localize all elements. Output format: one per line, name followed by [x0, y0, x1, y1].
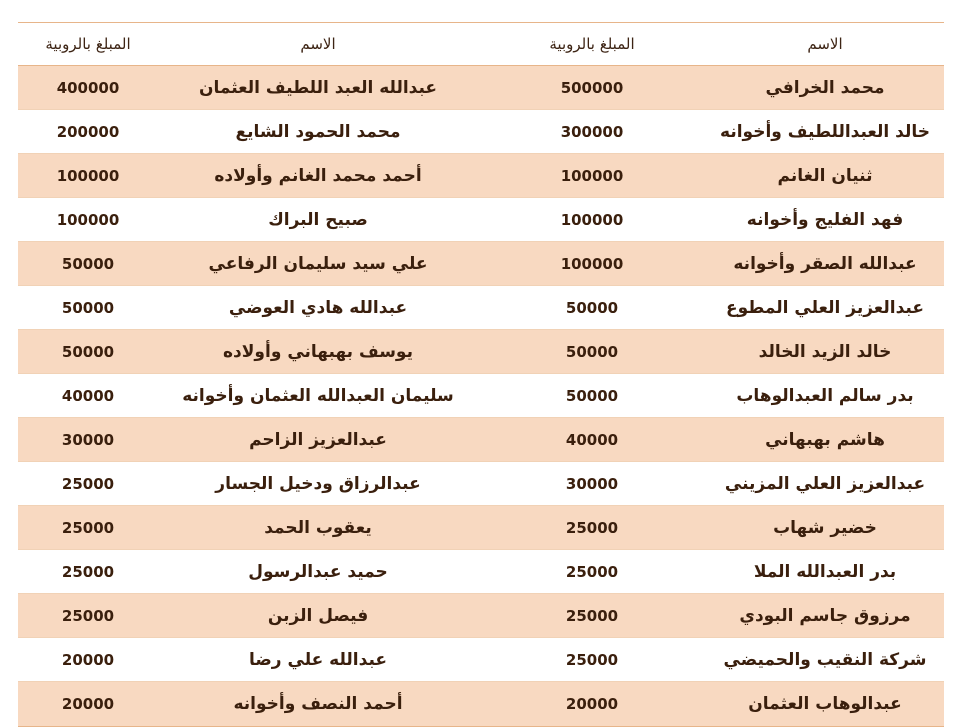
table-row [18, 506, 944, 550]
donor-amount-cell: 100000 [560, 254, 624, 273]
donor-amount-cell: 25000 [61, 562, 115, 581]
donor-amount-cell: 400000 [56, 78, 120, 97]
donor-name-cell: أحمد محمد الغانم وأولاده [214, 165, 422, 186]
header-amount-1: المبلغ بالروبية [549, 35, 635, 53]
donor-name-cell: عبدالله الصقر وأخوانه [733, 253, 917, 274]
donor-name-cell: حميد عبدالرسول [248, 561, 388, 582]
table-row [18, 638, 944, 682]
donor-amount-cell: 40000 [61, 386, 115, 405]
donor-amount-cell: 50000 [61, 254, 115, 273]
donor-amount-cell: 25000 [565, 562, 619, 581]
table-row [18, 242, 944, 286]
donor-name-cell: محمد الحمود الشايع [235, 121, 401, 142]
donor-name-cell: عبدالله علي رضا [248, 649, 388, 670]
donor-amount-cell: 25000 [565, 606, 619, 625]
donor-name-cell: يعقوب الحمد [264, 517, 372, 538]
header-name-2: الاسم [300, 35, 336, 53]
table-row [18, 418, 944, 462]
donor-name-cell: أحمد النصف وأخوانه [233, 694, 403, 714]
donor-name-cell: خالد الزيد الخالد [758, 341, 892, 362]
table-row [18, 110, 944, 154]
donor-amount-cell: 20000 [565, 695, 619, 713]
donor-name-cell: فيصل الزبن [267, 605, 369, 626]
donor-amount-cell: 100000 [56, 166, 120, 185]
donor-name-cell: هاشم بهبهاني [765, 429, 885, 450]
donor-name-cell: مرزوق جاسم البودي [739, 605, 911, 626]
donor-amount-cell: 50000 [565, 298, 619, 317]
donor-amount-cell: 40000 [565, 430, 619, 449]
donor-name-cell: عبدالله العبد اللطيف العثمان [198, 77, 438, 98]
donor-amount-cell: 25000 [61, 606, 115, 625]
donor-amount-cell: 200000 [56, 122, 120, 141]
donor-name-cell: خضير شهاب [773, 517, 877, 538]
table-row [18, 66, 944, 110]
header-name-1: الاسم [807, 35, 843, 53]
donor-name-cell: علي سيد سليمان الرفاعي [208, 253, 428, 274]
donors-table [18, 22, 944, 727]
donor-name-cell: بدر سالم العبدالوهاب [736, 385, 914, 406]
donor-name-cell: بدر العبدالله الملا [753, 561, 897, 582]
donor-amount-cell: 30000 [565, 474, 619, 493]
table-header-row [18, 23, 944, 66]
donor-amount-cell: 100000 [560, 210, 624, 229]
donor-amount-cell: 100000 [560, 166, 624, 185]
donor-amount-cell: 300000 [560, 122, 624, 141]
donor-amount-cell: 25000 [61, 474, 115, 493]
donor-amount-cell: 30000 [61, 430, 115, 449]
donor-name-cell: ثنيان الغانم [777, 165, 873, 186]
table-row [18, 286, 944, 330]
donor-name-cell: عبدالله هادي العوضي [228, 297, 408, 318]
donor-amount-cell: 25000 [565, 650, 619, 669]
donor-amount-cell: 100000 [56, 210, 120, 229]
table-row [18, 682, 944, 726]
table-row [18, 198, 944, 242]
donor-amount-cell: 20000 [61, 650, 115, 669]
donor-amount-cell: 50000 [565, 386, 619, 405]
donor-name-cell: عبدالعزيز العلي المطوع [726, 297, 924, 318]
donor-name-cell: فهد الفليج وأخوانه [746, 209, 904, 230]
donor-amount-cell: 50000 [61, 342, 115, 361]
table-row [18, 462, 944, 506]
donor-name-cell: يوسف بهبهاني وأولاده [223, 341, 413, 362]
donor-name-cell: صبيح البراك [268, 209, 368, 230]
donor-name-cell: خالد العبداللطيف وأخوانه [720, 121, 930, 142]
donor-name-cell: عبدالعزيز الزاحم [249, 429, 387, 450]
donor-name-cell: محمد الخرافي [765, 77, 885, 98]
donor-name-cell: سليمان العبدالله العثمان وأخوانه [182, 385, 454, 406]
donor-amount-cell: 500000 [560, 78, 624, 97]
donor-name-cell: عبدالوهاب العثمان [748, 694, 902, 714]
header-amount-2: المبلغ بالروبية [45, 35, 131, 53]
donor-name-cell: شركة النقيب والحميضي [723, 649, 927, 670]
donor-amount-cell: 50000 [61, 298, 115, 317]
table-row [18, 550, 944, 594]
table-row [18, 594, 944, 638]
donor-name-cell: عبدالعزيز العلي المزيني [724, 473, 926, 494]
table-row [18, 330, 944, 374]
donor-amount-cell: 25000 [565, 518, 619, 537]
donor-amount-cell: 25000 [61, 518, 115, 537]
table-row [18, 374, 944, 418]
table-row [18, 154, 944, 198]
donor-amount-cell: 20000 [61, 695, 115, 713]
donor-name-cell: عبدالرزاق ودخيل الجسار [215, 473, 421, 494]
donor-amount-cell: 50000 [565, 342, 619, 361]
